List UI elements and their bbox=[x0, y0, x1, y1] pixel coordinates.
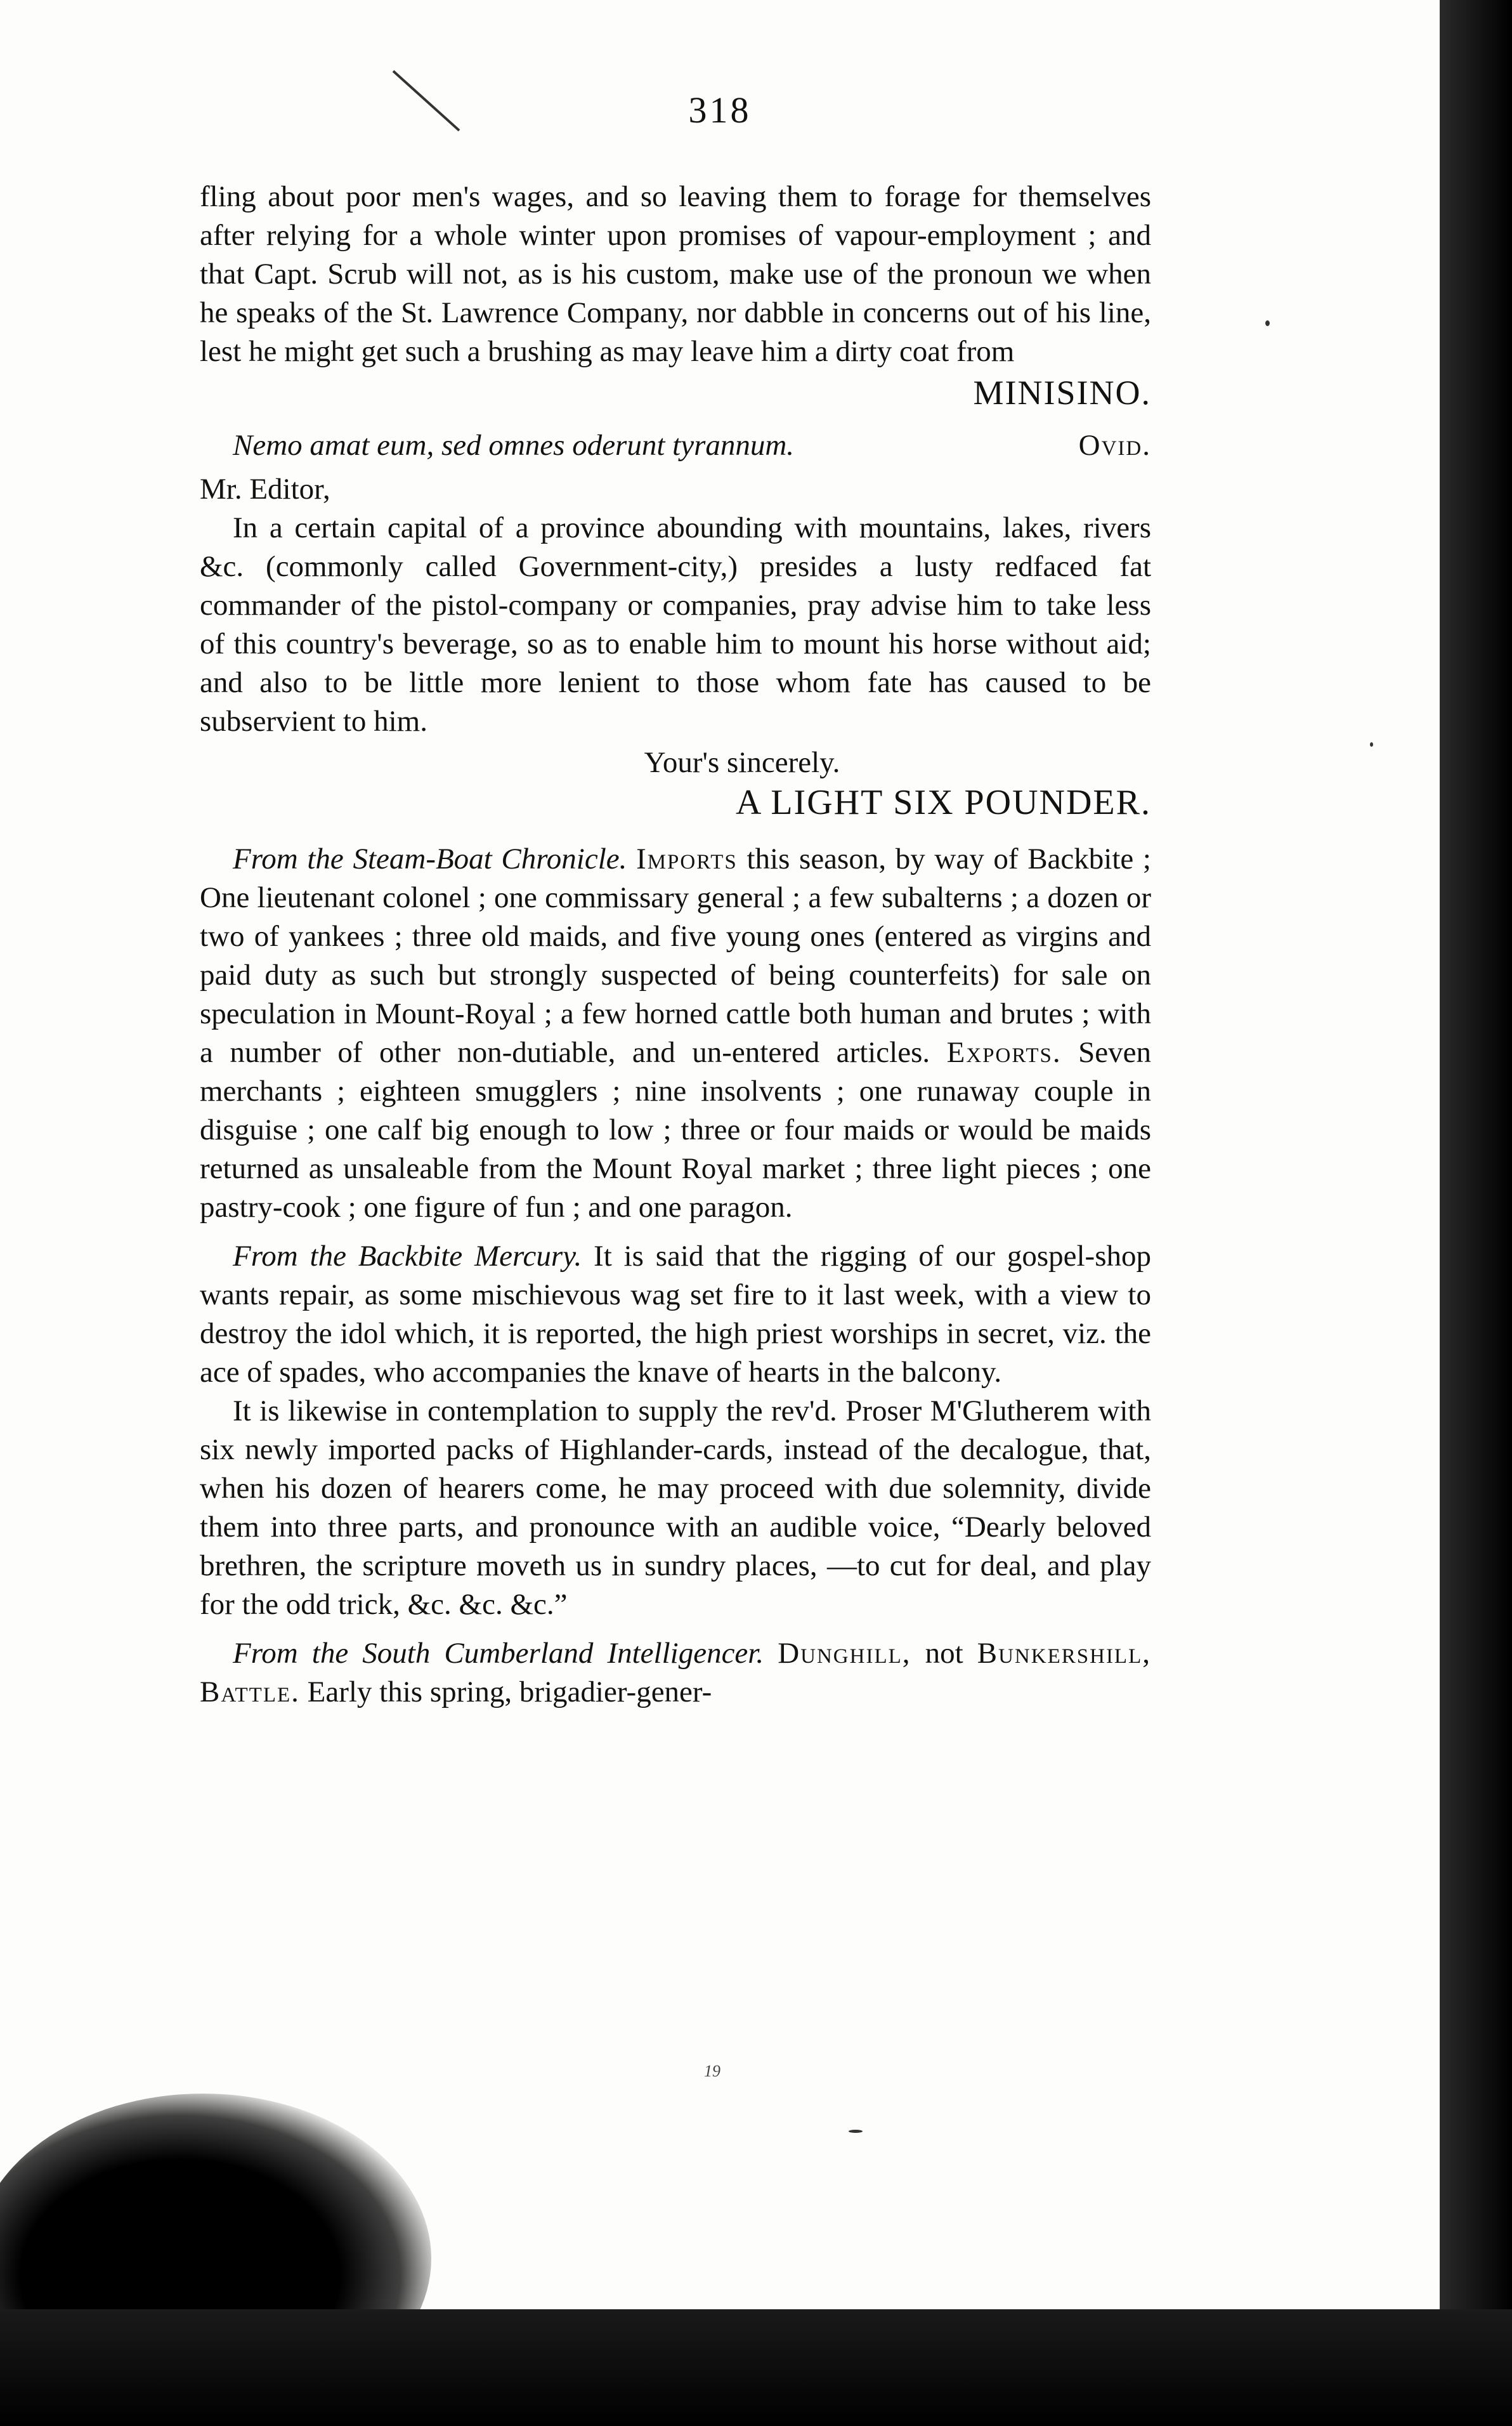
speck bbox=[1370, 742, 1373, 747]
cumberland-text: Early this spring, brigadier-gener- bbox=[307, 1675, 712, 1708]
imports-label: Imports bbox=[636, 843, 738, 875]
motto-author: Ovid. bbox=[1078, 429, 1151, 462]
signature-light-six-pounder: A LIGHT SIX POUNDER. bbox=[736, 783, 1151, 822]
exports-label: Exports. bbox=[946, 1036, 1062, 1069]
bunkershill-word: Bunkershill, Battle. bbox=[200, 1637, 1152, 1708]
text-body bbox=[200, 178, 1151, 1712]
latin-motto bbox=[200, 426, 1151, 465]
section-backbite-mercury bbox=[200, 1237, 1151, 1392]
paragraph-2: In a certain capital of a province abounding with mountains, lakes, rivers &c. (commonly called Government-city,) presides a lusty redfaced fat commander of the pistol-company or companies, pray advise him to take less of this country's beverage, so as to enable him to mount his horse without aid; and also to be little more lenient to those whom fate has caused to be subservient to him. bbox=[200, 511, 1151, 738]
section-steam-boat-chronicle bbox=[200, 840, 1151, 1227]
paragraph-3: It is likewise in contemplation to supply the rev'd. Proser M'Glutherem with six newly imported packs of Highlander-cards, instead of the decalogue, that, when his dozen of hearers come, he may proceed with due solemnity, divide them into three parts, and pronounce with an audible voice, “Dearly beloved brethren, the scripture moveth us in sundry places, —to cut for deal, and play for the odd trick, &c. &c. &c.” bbox=[200, 1394, 1151, 1621]
folio-mark: 19 bbox=[704, 2062, 720, 2080]
section-south-cumberland bbox=[200, 1634, 1151, 1712]
scan-border-right bbox=[1440, 0, 1512, 2426]
not-word: not bbox=[925, 1637, 963, 1670]
exports-text: Seven merchants ; eighteen smugglers ; nine insolvents ; one runaway couple in disguise ; one calf big enough to low ; three or four maids or would be maids returned as unsaleable from the Mount Royal market ; three light pieces ; one pastry-cook ; one figure of fun ; and one paragon. bbox=[200, 1036, 1152, 1224]
backbite-text: It is said that the rigging of our gospel-shop wants repair, as some mischievous wag set fire to it last week, with a view to destroy the idol which, it is reported, the high priest worships in secret, viz. the ace of spades, who accompanies the knave of hearts in the balcony. bbox=[200, 1240, 1151, 1389]
motto-text: Nemo amat eum, sed omnes oderunt tyrannum. bbox=[233, 429, 795, 462]
speck bbox=[1265, 320, 1270, 326]
closing: Your's sincerely. bbox=[644, 746, 840, 779]
scan-shadow bbox=[0, 2094, 431, 2309]
page-number: 318 bbox=[688, 89, 752, 131]
source-south-cumberland: From the South Cumberland Intelligencer. bbox=[233, 1637, 764, 1670]
salutation: Mr. Editor, bbox=[200, 473, 330, 506]
signature-minisino: MINISINO. bbox=[973, 374, 1151, 412]
dunghill-word: Dunghill, bbox=[778, 1637, 911, 1670]
source-backbite-mercury: From the Backbite Mercury. bbox=[233, 1240, 582, 1273]
imports-text: this season, by way of Backbite ; One lieutenant colonel ; one commissary general ; a few subalterns ; a dozen or two of yankees ; three old maids, and five young ones (entered as virgins and paid duty as such but strongly suspected of being counterfeits) for sale on speculation in Mount-Royal ; a few horned cattle both human and brutes ; with a number of other non-dutiable, and un-entered articles. bbox=[200, 843, 1151, 1069]
scan-border-bottom bbox=[0, 2309, 1512, 2426]
paragraph-1: fling about poor men's wages, and so leaving them to forage for themselves after relying for a whole winter upon promises of vapour-employment ; and that Capt. Scrub will not, as is his custom, make use of the pronoun we when he speaks of the St. Lawrence Company, nor dabble in concerns out of his line, lest he might get such a brushing as may leave him a dirty coat from bbox=[200, 180, 1151, 368]
source-steam-boat-chronicle: From the Steam-Boat Chronicle. bbox=[233, 843, 627, 875]
speck bbox=[849, 2130, 863, 2133]
